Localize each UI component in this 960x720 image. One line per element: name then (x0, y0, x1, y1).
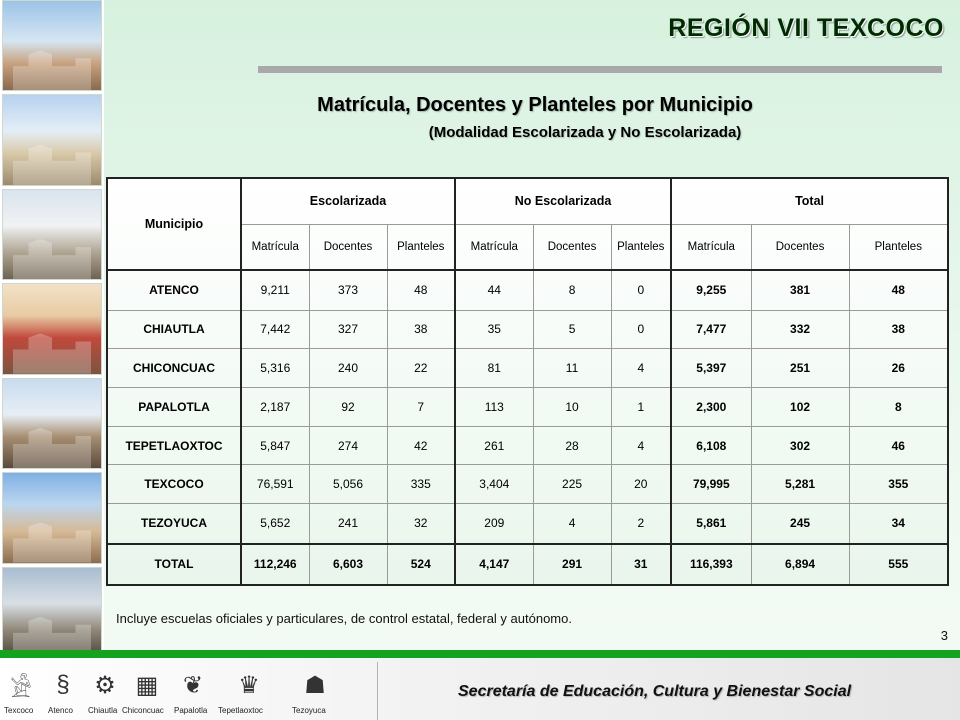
total-docentes-cell: 332 (751, 310, 849, 349)
esc-planteles-cell: 7 (387, 387, 455, 426)
group-header-escolarizada: Escolarizada (241, 178, 455, 224)
municipality-logos (0, 662, 378, 720)
chiautla-glyph-icon: ⚙ (94, 671, 116, 699)
total-planteles-cell: 8 (849, 387, 948, 426)
total-planteles-cell: 34 (849, 504, 948, 544)
subheader-matricula: Matrícula (671, 224, 751, 270)
esc-matricula-cell: 7,442 (241, 310, 309, 349)
table-row (107, 270, 948, 310)
esc-planteles-cell: 22 (387, 349, 455, 388)
logo-label: Atenco (48, 706, 73, 715)
municipio-header: Municipio (107, 178, 241, 270)
total-matricula-cell: 6,108 (671, 426, 751, 465)
total-docentes-cell: 5,281 (751, 465, 849, 504)
subheader-docentes: Docentes (309, 224, 387, 270)
title-divider (258, 66, 942, 73)
municipio-cell: TEXCOCO (107, 465, 241, 504)
noesc-docentes-cell: 4 (533, 504, 611, 544)
total-docentes-cell: 245 (751, 504, 849, 544)
esc-planteles-cell: 32 (387, 504, 455, 544)
page-title: Matrícula, Docentes y Planteles por Municipio (317, 94, 753, 116)
noesc-planteles-cell: 0 (611, 270, 671, 310)
table-row (107, 310, 948, 349)
esc-matricula-cell: 5,847 (241, 426, 309, 465)
esc-matricula-cell: 9,211 (241, 270, 309, 310)
church-facade-photo (2, 378, 102, 469)
esc-docentes-cell: 241 (309, 504, 387, 544)
municipio-cell: TEPETLAOXTOC (107, 426, 241, 465)
logo-label: Papalotla (174, 706, 208, 715)
esc-planteles-cell: 42 (387, 426, 455, 465)
noesc-docentes-cell: 225 (533, 465, 611, 504)
noesc-matricula-cell: 113 (455, 387, 533, 426)
subheader-docentes: Docentes (751, 224, 849, 270)
total-planteles-cell: 355 (849, 465, 948, 504)
noesc-planteles-cell: 20 (611, 465, 671, 504)
subheader-planteles: Planteles (849, 224, 948, 270)
arched-walkway-photo (2, 283, 102, 374)
noesc-docentes-cell: 10 (533, 387, 611, 426)
chiconcuac-glyph-icon: ▦ (135, 671, 159, 699)
esc-docentes-cell: 6,603 (309, 544, 387, 585)
colonial-building-photo (2, 472, 102, 563)
total-docentes-cell: 6,894 (751, 544, 849, 585)
logo-label: Texcoco (4, 706, 34, 715)
subheader-planteles: Planteles (387, 224, 455, 270)
table-row (107, 465, 948, 504)
esc-matricula-cell: 5,652 (241, 504, 309, 544)
total-row (107, 544, 948, 585)
municipio-cell: ATENCO (107, 270, 241, 310)
noesc-planteles-cell: 4 (611, 349, 671, 388)
page-subtitle: (Modalidad Escolarizada y No Escolarizada) (428, 124, 742, 141)
total-matricula-cell: 116,393 (671, 544, 751, 585)
tepetlaoxtoc-glyph-icon: ♛ (238, 671, 260, 699)
esc-matricula-cell: 112,246 (241, 544, 309, 585)
total-matricula-cell: 5,861 (671, 504, 751, 544)
ruins-photo (2, 567, 102, 658)
esc-docentes-cell: 92 (309, 387, 387, 426)
noesc-planteles-cell: 4 (611, 426, 671, 465)
noesc-docentes-cell: 5 (533, 310, 611, 349)
logo-label: Tepetlaoxtoc (218, 706, 263, 715)
esc-planteles-cell: 524 (387, 544, 455, 585)
total-planteles-cell: 26 (849, 349, 948, 388)
municipality-photo-strip (0, 0, 104, 658)
municipio-cell: CHICONCUAC (107, 349, 241, 388)
noesc-matricula-cell: 261 (455, 426, 533, 465)
municipio-cell: PAPALOTLA (107, 387, 241, 426)
esc-matricula-cell: 2,187 (241, 387, 309, 426)
arch-photo (2, 94, 102, 185)
esc-matricula-cell: 76,591 (241, 465, 309, 504)
total-matricula-cell: 2,300 (671, 387, 751, 426)
total-planteles-cell: 555 (849, 544, 948, 585)
subheader-matricula: Matrícula (455, 224, 533, 270)
noesc-docentes-cell: 8 (533, 270, 611, 310)
esc-docentes-cell: 327 (309, 310, 387, 349)
subheader-matricula: Matrícula (241, 224, 309, 270)
noesc-docentes-cell: 291 (533, 544, 611, 585)
table-row (107, 504, 948, 544)
total-docentes-cell: 251 (751, 349, 849, 388)
esc-planteles-cell: 48 (387, 270, 455, 310)
table-row (107, 349, 948, 388)
noesc-matricula-cell: 4,147 (455, 544, 533, 585)
subheader-planteles: Planteles (611, 224, 671, 270)
noesc-matricula-cell: 81 (455, 349, 533, 388)
atenco-glyph-icon: § (56, 671, 70, 698)
noesc-planteles-cell: 1 (611, 387, 671, 426)
esc-planteles-cell: 335 (387, 465, 455, 504)
esc-docentes-cell: 373 (309, 270, 387, 310)
table-row (107, 426, 948, 465)
total-planteles-cell: 38 (849, 310, 948, 349)
total-planteles-cell: 48 (849, 270, 948, 310)
total-matricula-cell: 79,995 (671, 465, 751, 504)
total-matricula-cell: 9,255 (671, 270, 751, 310)
noesc-matricula-cell: 35 (455, 310, 533, 349)
fountain-photo (2, 189, 102, 280)
noesc-matricula-cell: 44 (455, 270, 533, 310)
logo-label: Chiconcuac (122, 706, 164, 715)
municipio-cell: TEZOYUCA (107, 504, 241, 544)
group-header-total: Total (671, 178, 948, 224)
page-number: 3 (940, 628, 948, 643)
esc-planteles-cell: 38 (387, 310, 455, 349)
table-row (107, 387, 948, 426)
noesc-docentes-cell: 11 (533, 349, 611, 388)
noesc-planteles-cell: 2 (611, 504, 671, 544)
secretaria-name: Secretaría de Educación, Cultura y Bienestar Social (458, 683, 852, 700)
esc-docentes-cell: 240 (309, 349, 387, 388)
subheader-docentes: Docentes (533, 224, 611, 270)
logo-label: Tezoyuca (292, 706, 326, 715)
total-docentes-cell: 102 (751, 387, 849, 426)
church-photo (2, 0, 102, 91)
esc-docentes-cell: 5,056 (309, 465, 387, 504)
noesc-planteles-cell: 31 (611, 544, 671, 585)
municipio-cell: TOTAL (107, 544, 241, 585)
papalotla-glyph-icon: ❦ (182, 671, 204, 699)
noesc-planteles-cell: 0 (611, 310, 671, 349)
footer-divider (0, 650, 960, 658)
enrollment-table (106, 177, 949, 586)
noesc-matricula-cell: 3,404 (455, 465, 533, 504)
texcoco-glyph-icon: 𓀀 (10, 676, 32, 703)
total-matricula-cell: 5,397 (671, 349, 751, 388)
noesc-docentes-cell: 28 (533, 426, 611, 465)
total-docentes-cell: 381 (751, 270, 849, 310)
footnote: Incluye escuelas oficiales y particulares, de control estatal, federal y autónomo. (116, 611, 572, 626)
region-title: REGIÓN VII TEXCOCO (668, 14, 944, 42)
logo-label: Chiautla (88, 706, 118, 715)
esc-matricula-cell: 5,316 (241, 349, 309, 388)
tezoyuca-glyph-icon: ☗ (304, 671, 326, 699)
municipio-cell: CHIAUTLA (107, 310, 241, 349)
total-matricula-cell: 7,477 (671, 310, 751, 349)
esc-docentes-cell: 274 (309, 426, 387, 465)
total-planteles-cell: 46 (849, 426, 948, 465)
total-docentes-cell: 302 (751, 426, 849, 465)
group-header-no-escolarizada: No Escolarizada (455, 178, 671, 224)
noesc-matricula-cell: 209 (455, 504, 533, 544)
